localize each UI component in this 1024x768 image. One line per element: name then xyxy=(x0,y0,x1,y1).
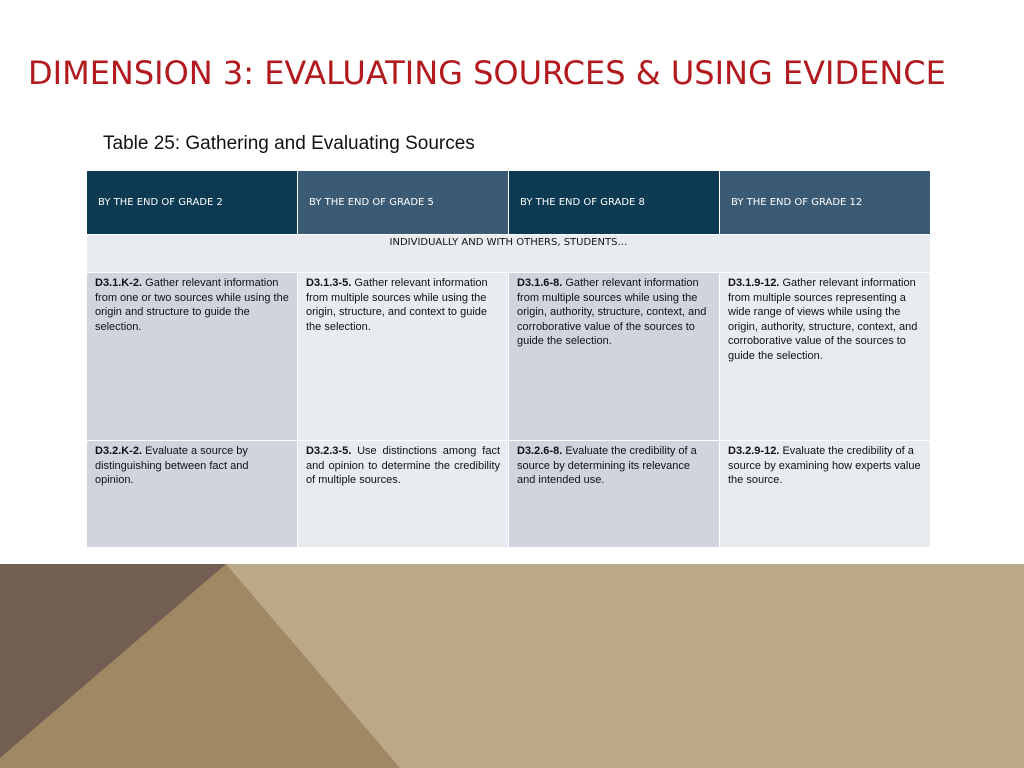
span-row xyxy=(87,235,931,273)
standard-text: Gather relevant information from one or two sources while using the origin and structure to guide the selection. xyxy=(95,277,289,333)
span-row-label: INDIVIDUALLY AND WITH OTHERS, STUDENTS… xyxy=(87,235,931,273)
standard-code: D3.1.K-2. xyxy=(95,277,143,289)
header-grade-12: BY THE END OF GRADE 12 xyxy=(720,171,931,235)
table-cell xyxy=(87,441,298,548)
table-cell xyxy=(87,273,298,441)
table-row xyxy=(87,441,931,548)
standard-code: D3.1.3-5. xyxy=(306,277,352,289)
standard-code: D3.1.6-8. xyxy=(517,277,563,289)
header-grade-2: BY THE END OF GRADE 2 xyxy=(87,171,298,235)
standards-table xyxy=(86,170,931,548)
table-cell xyxy=(298,273,509,441)
table-cell xyxy=(720,273,931,441)
standard-text: Gather relevant information from multiple sources while using the origin, structure, and context to guide the selection. xyxy=(306,277,488,333)
standard-code: D3.1.9-12. xyxy=(728,277,780,289)
standard-code: D3.2.6-8. xyxy=(517,445,563,457)
standard-text: Evaluate a source by distinguishing between fact and opinion. xyxy=(95,445,249,486)
standard-code: D3.2.9-12. xyxy=(728,445,780,457)
table-cell xyxy=(720,441,931,548)
standard-text: Evaluate the credibility of a source by examining how experts value the source. xyxy=(728,445,921,486)
header-grade-8: BY THE END OF GRADE 8 xyxy=(509,171,720,235)
decorative-footer-band xyxy=(0,564,1024,768)
standard-text: Evaluate the credibility of a source by determining its relevance and intended use. xyxy=(517,445,697,486)
slide-title: DIMENSION 3: EVALUATING SOURCES & USING EVIDENCE xyxy=(28,54,946,92)
standard-code: D3.2.K-2. xyxy=(95,445,143,457)
table-cell xyxy=(509,441,720,548)
standard-text: Use distinctions among fact and opinion to determine the credibility of multiple sources. xyxy=(306,445,500,486)
standard-text: Gather relevant information from multiple sources representing a wide range of views while using the origin, authority, structure, context, and corroborative value of the sources to guide the selection. xyxy=(728,277,918,362)
table-row xyxy=(87,273,931,441)
table-cell xyxy=(298,441,509,548)
table-cell xyxy=(509,273,720,441)
table-caption: Table 25: Gathering and Evaluating Sources xyxy=(103,133,475,154)
standard-text: Gather relevant information from multiple sources while using the origin, authority, structure, context, and corroborative value of the sources to guide the selection. xyxy=(517,277,707,347)
header-grade-5: BY THE END OF GRADE 5 xyxy=(298,171,509,235)
table-header-row xyxy=(87,171,931,235)
standard-code: D3.2.3-5. xyxy=(306,445,352,457)
